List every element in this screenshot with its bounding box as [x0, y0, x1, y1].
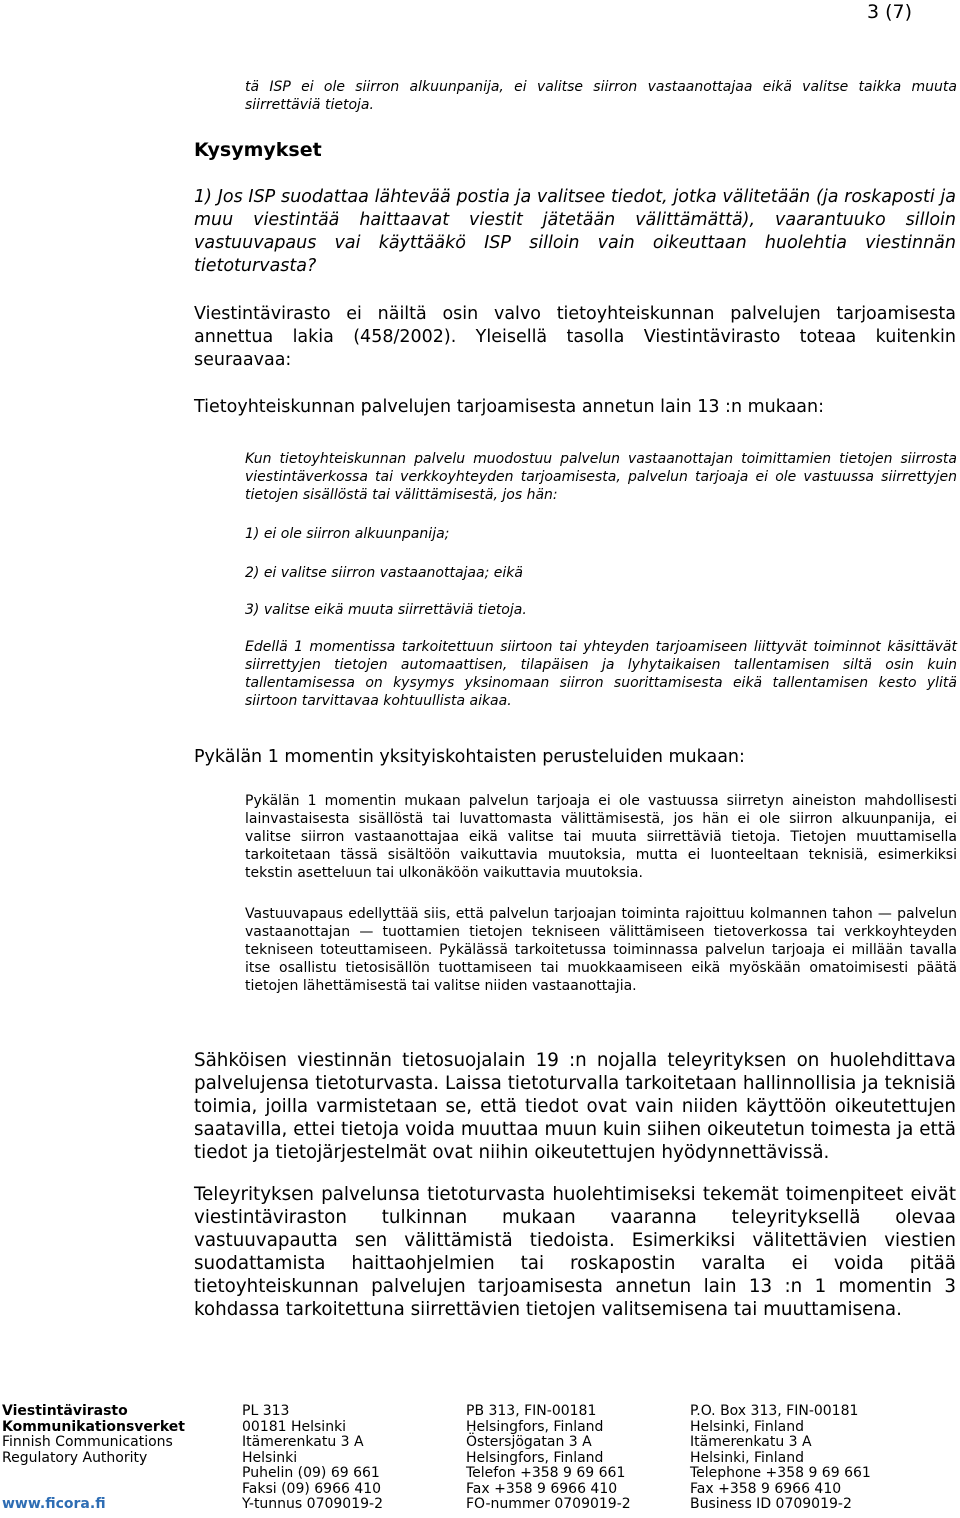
footer-line: Faksi (09) 6966 410: [242, 1480, 382, 1497]
footer-address-fi: [242, 1404, 383, 1513]
continuation-text: tä ISP ei ole siirron alkuunpanija, ei valitse siirron vastaanottajaa eikä valitse taikka muuta siirrettäviä tietoja.: [245, 79, 957, 113]
footer-line: PL 313: [242, 1403, 290, 1419]
law-quote-paragraph: Kun tietoyhteiskunnan palvelu muodostuu palvelun vastaanottajan toimittamien tietojen siirrosta viestintäverkossa tai verkkoyhteyden tarjoamisesta, palvelun tarjoaja ei ole vastuussa siirrettyjen tietojen sisällöstä tai välittämisestä, jos hän:: [245, 451, 957, 503]
footer-agency-name: Kommunikationsverket: [2, 1418, 185, 1435]
footer-line: Itämerenkatu 3 A: [242, 1434, 364, 1450]
law-quote-item: 3) valitse eikä muuta siirrettäviä tietoja.: [245, 602, 527, 618]
footer-line: Fax +358 9 6966 410: [466, 1480, 618, 1497]
privacy-act-paragraph: Sähköisen viestinnän tietosuojalain 19 :n nojalla teleyrityksen on huolehdittava palvelujensa tietoturvasta. Laissa tietoturvalla tarkoitetaan hallinnollisia ja teknisiä toimia, joilla varmistetaan se, että tiedot ovat vain niiden käyttöön oikeutettujen saatavilla, ettei tietoja voida muuttaa muun kuin siihen oikeutetun toimesta ja että tiedot ja tietojärjestelmät ovat niihin oikeutettujen hyödynnettävissä.: [194, 1050, 956, 1163]
footer-line: P.O. Box 313, FIN-00181: [690, 1403, 859, 1419]
rationale-quote-paragraph: Pykälän 1 momentin mukaan palvelun tarjoaja ei ole vastuussa siirretyn aineiston mahdollisesti lainvastaisesta sisällöstä tai luvattomasta välittämisestä, jos hän ei ole siirron alkuunpanija, ei valitse siirron vastaanottajaa eikä valitse tai muuta siirrettäviä tietoja. Tietojen muuttamisella tarkoitetaan tässä sisältöön vaikuttavia muutoksia, mutta ei luonteeltaan teknisiä, esimerkiksi tekstin asetteluun tai ulkonäköön vaikuttavia muutoksia.: [245, 793, 957, 881]
footer-line: Helsingfors, Finland: [466, 1418, 604, 1435]
footer-line: Helsinki, Finland: [690, 1449, 805, 1466]
conclusion-paragraph: Teleyrityksen palvelunsa tietoturvasta huolehtimiseksi tekemät toimenpiteet eivät viestintäviraston tulkinnan mukaan vaaranna teleyrityksellä olevaa vastuuvapautta sen välittämistä tiedoista. Esimerkiksi välitettävien viestien suodattamista haittaohjelmien tai roskapostin varalta ei voida pitää tietoyhteiskunnan palvelujen tarjoamisesta annetun lain 13 :n 1 momentin 3 kohdassa tarkoitettuna siirrettävien tietojen valitsemisena tai muuttamisena.: [194, 1184, 956, 1320]
footer-address-en: [690, 1404, 871, 1513]
footer-address-sv: [466, 1404, 631, 1513]
footer-agency-name: Viestintävirasto: [2, 1403, 128, 1419]
footer-line: FO-nummer 0709019-2: [466, 1496, 631, 1512]
law-quote-item: 2) ei valitse siirron vastaanottajaa; eikä: [245, 565, 523, 581]
footer: [0, 1404, 960, 1516]
law-lead-paragraph: Tietoyhteiskunnan palvelujen tarjoamisesta annetun lain 13 :n mukaan:: [194, 397, 824, 417]
footer-line: Helsingfors, Finland: [466, 1449, 604, 1466]
law-quote-paragraph: Edellä 1 momentissa tarkoitettuun siirtoon tai yhteyden tarjoamiseen liittyvät toiminnot käsittävät siirrettyjen tietojen automaattisen, tilapäisen ja lyhytaikaisen tallentamisen siltä osin kuin tallentamisessa on kysymys yksinomaan siirron suorittamisesta eikä tallentamisen kesto ylitä siirtoon tarvittavaa kohtuullista aikaa.: [245, 639, 957, 709]
footer-line: Helsinki: [242, 1449, 298, 1466]
section-heading: Kysymykset: [194, 139, 322, 161]
footer-line: Östersjögatan 3 A: [466, 1434, 592, 1450]
footer-line: Business ID 0709019-2: [690, 1496, 852, 1512]
page-number: 3 (7): [866, 1, 912, 23]
footer-line: Telephone +358 9 69 661: [690, 1465, 871, 1481]
footer-agency-name: Finnish Communications: [2, 1434, 173, 1450]
footer-line: Fax +358 9 6966 410: [690, 1480, 842, 1497]
question-text: 1) Jos ISP suodattaa lähtevää postia ja valitsee tiedot, jotka välitetään (ja roskaposti ja muu viestintää haittaavat viestit jätetään välittämättä), vaarantuuko silloin vastuuvapaus vai käyttääkö ISP silloin vain oikeuttaan huolehtia viestinnän tietoturvasta?: [194, 187, 956, 276]
footer-line: Helsinki, Finland: [690, 1418, 805, 1435]
rationale-quote-paragraph: Vastuuvapaus edellyttää siis, että palvelun tarjoajan toiminta rajoittuu kolmannen tahon — palvelun vastaanottajan — tuottamien tietojen tekniseen välittämiseen tietoverkossa tai verkkoyhteyden tekniseen toteuttamiseen. Pykälässä tarkoitetussa toiminnassa palvelun tarjoaja ei millään tavalla itse osallistu tietosisällön tuottamiseen tai muokkaamiseen eikä myöskään omatoimisesti päätä tietojen lähettämisestä tai valitse niiden vastaanottajia.: [245, 906, 957, 994]
footer-line: 00181 Helsinki: [242, 1418, 347, 1435]
footer-line: PB 313, FIN-00181: [466, 1403, 597, 1419]
law-quote-item: 1) ei ole siirron alkuunpanija;: [245, 526, 450, 542]
answer-paragraph: Viestintävirasto ei näiltä osin valvo tietoyhteiskunnan palvelujen tarjoamisesta annettua lakia (458/2002). Yleisellä tasolla Viestintävirasto toteaa kuitenkin seuraavaa:: [194, 304, 956, 370]
footer-agency-names: [2, 1404, 185, 1466]
rationale-lead-paragraph: Pykälän 1 momentin yksityiskohtaisten perusteluiden mukaan:: [194, 747, 745, 767]
footer-line: Puhelin (09) 69 661: [242, 1465, 380, 1481]
footer-website-link[interactable]: www.ficora.fi: [2, 1496, 106, 1512]
footer-line: Itämerenkatu 3 A: [690, 1434, 812, 1450]
footer-agency-name: Regulatory Authority: [2, 1449, 148, 1466]
footer-line: Y-tunnus 0709019-2: [242, 1496, 383, 1512]
footer-line: Telefon +358 9 69 661: [466, 1465, 626, 1481]
